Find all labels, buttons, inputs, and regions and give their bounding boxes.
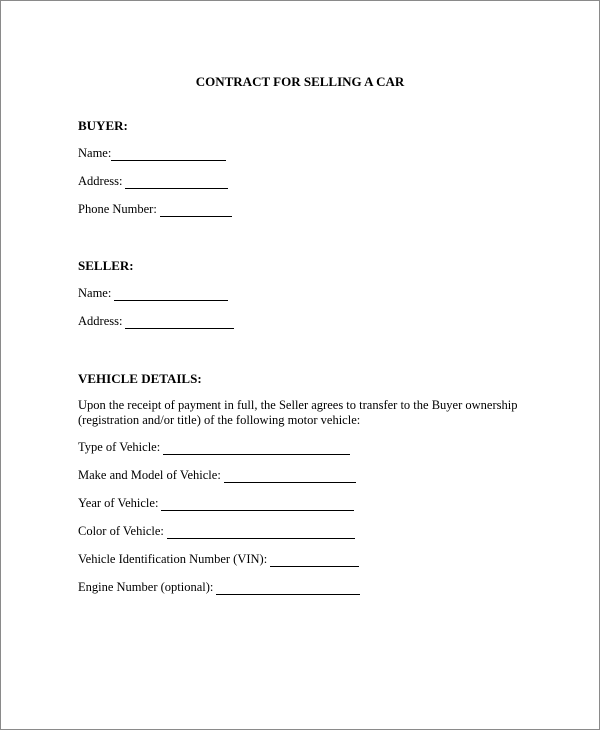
vehicle-type-blank[interactable] (163, 442, 350, 455)
buyer-name-blank[interactable] (111, 148, 226, 161)
vehicle-color-blank[interactable] (167, 526, 355, 539)
vehicle-intro-paragraph: Upon the receipt of payment in full, the Seller agrees to transfer to the Buyer ownership (registration and/or title) of the following motor vehicle: (78, 398, 518, 427)
vehicle-color-field (78, 524, 355, 539)
seller-address-field (78, 314, 234, 329)
seller-address-blank[interactable] (125, 316, 234, 329)
vehicle-make-model-blank[interactable] (224, 470, 356, 483)
vehicle-year-label: Year of Vehicle: (78, 496, 159, 510)
vehicle-vin-blank[interactable] (270, 554, 359, 567)
vehicle-year-blank[interactable] (161, 498, 354, 511)
seller-name-blank[interactable] (114, 288, 228, 301)
vehicle-type-field (78, 440, 350, 455)
seller-heading: SELLER: (78, 258, 134, 273)
vehicle-color-label: Color of Vehicle: (78, 524, 164, 538)
vehicle-make-model-label: Make and Model of Vehicle: (78, 468, 221, 482)
vehicle-year-field (78, 496, 354, 511)
vehicle-engine-field (78, 580, 360, 595)
vehicle-vin-field (78, 552, 359, 567)
vehicle-engine-label: Engine Number (optional): (78, 580, 214, 594)
buyer-heading: BUYER: (78, 118, 128, 133)
vehicle-make-model-field (78, 468, 356, 483)
buyer-name-label: Name: (78, 146, 112, 160)
vehicle-heading: VEHICLE DETAILS: (78, 371, 202, 386)
vehicle-engine-blank[interactable] (216, 582, 360, 595)
buyer-name-field (78, 146, 226, 161)
seller-name-field (78, 286, 228, 301)
buyer-phone-label: Phone Number: (78, 202, 157, 216)
vehicle-vin-label: Vehicle Identification Number (VIN): (78, 552, 268, 566)
buyer-address-blank[interactable] (125, 176, 228, 189)
buyer-address-field (78, 174, 228, 189)
buyer-address-label: Address: (78, 174, 123, 188)
document-title: CONTRACT FOR SELLING A CAR (195, 74, 405, 89)
buyer-phone-field (78, 202, 232, 217)
seller-name-label: Name: (78, 286, 112, 300)
seller-address-label: Address: (78, 314, 123, 328)
vehicle-type-label: Type of Vehicle: (78, 440, 161, 454)
buyer-phone-blank[interactable] (160, 204, 232, 217)
